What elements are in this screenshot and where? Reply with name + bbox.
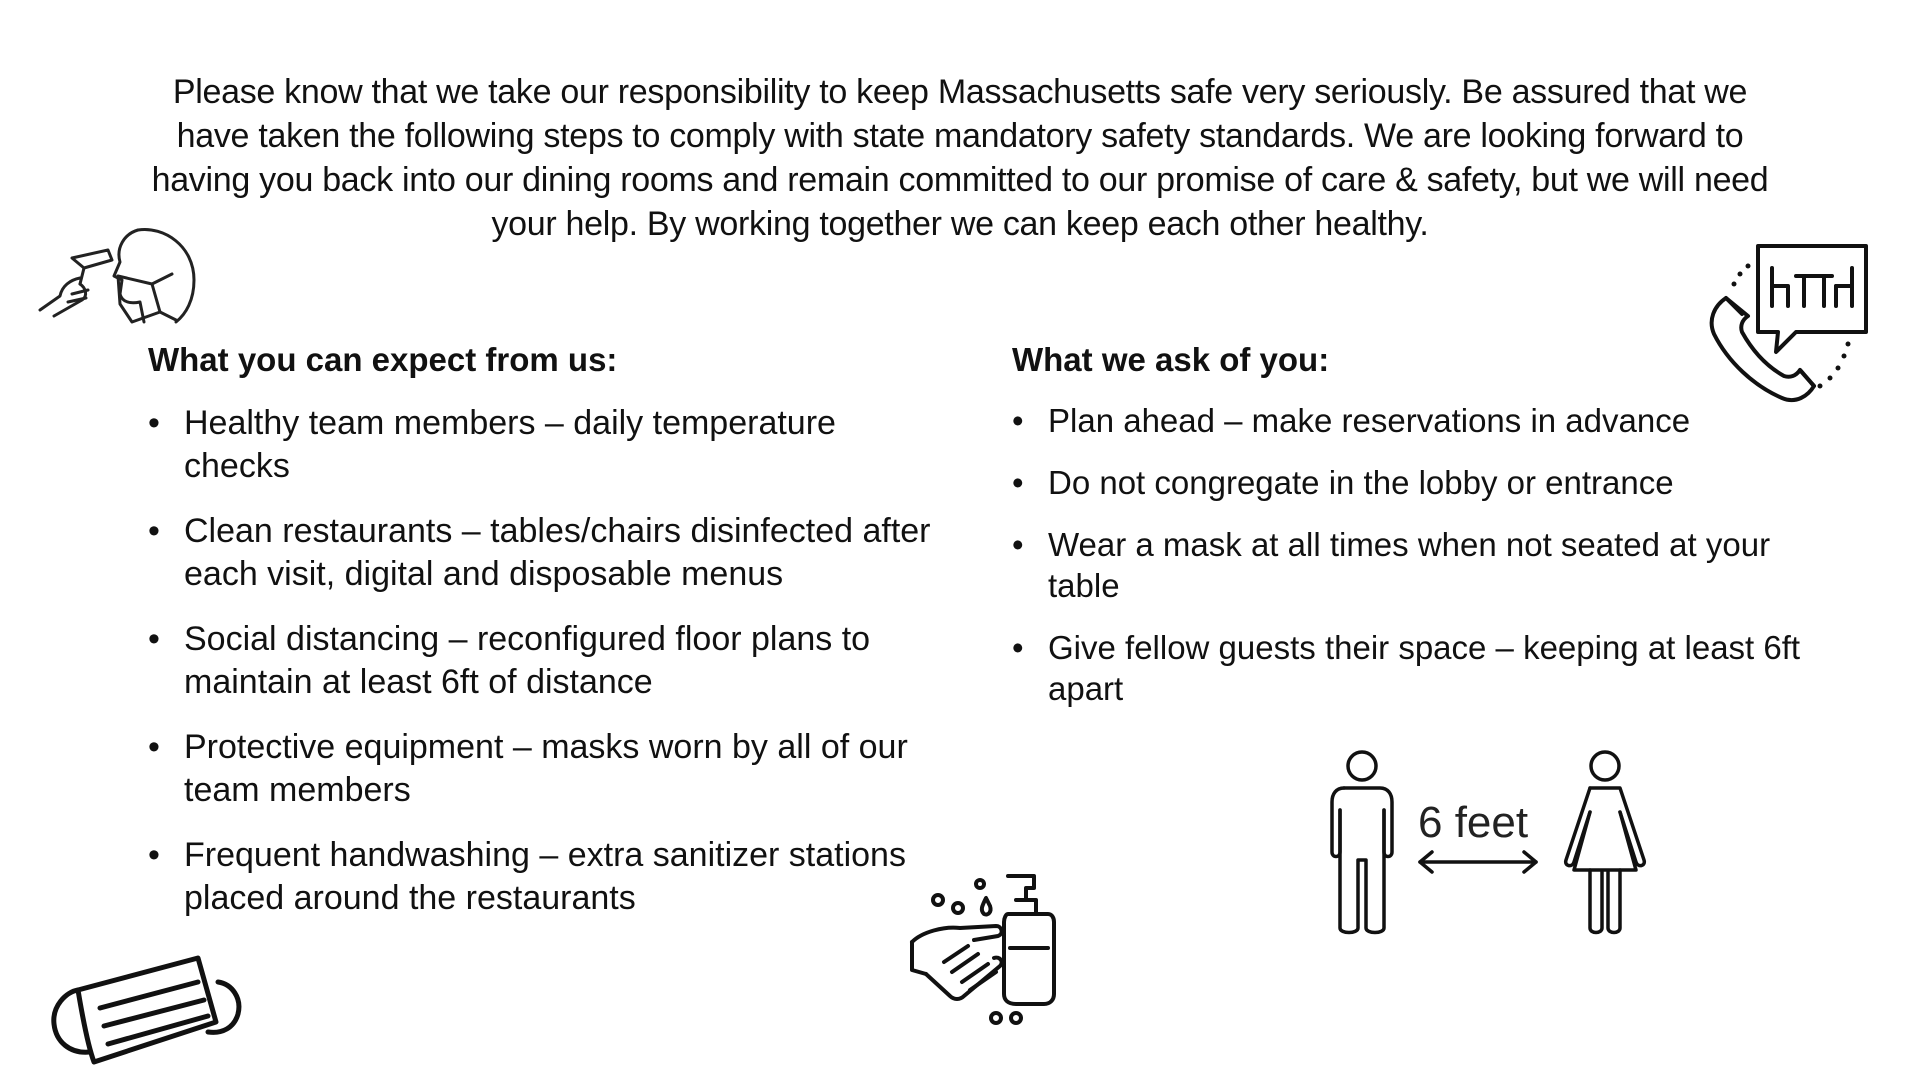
distance-label: 6 feet xyxy=(1418,798,1529,847)
ask-of-you-heading: What we ask of you: xyxy=(1012,341,1330,378)
list-item: • Give fellow guests their space – keeping at least 6ft apart xyxy=(1012,627,1812,709)
list-item: • Protective equipment – masks worn by all of our team members xyxy=(148,726,948,812)
list-item: • Frequent handwashing – extra sanitizer stations placed around the restaurants xyxy=(148,834,948,920)
double-arrow-icon xyxy=(1414,850,1542,874)
hand-sanitizer-icon xyxy=(904,870,1064,1030)
man-icon xyxy=(1322,748,1402,938)
expect-from-us-heading: What you can expect from us: xyxy=(148,341,618,378)
list-item: • Do not congregate in the lobby or entrance xyxy=(1012,462,1812,503)
temperature-check-icon xyxy=(36,218,206,348)
face-mask-icon xyxy=(48,952,248,1076)
list-item: • Healthy team members – daily temperature checks xyxy=(148,402,948,488)
woman-icon xyxy=(1562,748,1648,938)
list-item: • Social distancing – reconfigured floor plans to maintain at least 6ft of distance xyxy=(148,618,948,704)
list-item: • Clean restaurants – tables/chairs disinfected after each visit, digital and disposable menus xyxy=(148,510,948,596)
list-item: • Plan ahead – make reservations in advance xyxy=(1012,400,1812,441)
expect-from-us-section xyxy=(148,340,948,942)
ask-of-you-section xyxy=(1012,340,1812,730)
list-item: • Wear a mask at all times when not seated at your table xyxy=(1012,524,1812,606)
expect-list xyxy=(148,402,948,920)
ask-list xyxy=(1012,400,1812,709)
intro-paragraph: Please know that we take our responsibility to keep Massachusetts safe very seriously. Be assured that we have taken the following steps to comply with state mandatory safety standards. We are looking forward to having you back into our dining rooms and remain committed to our promise of care & safety, but we will need your help. By working together we can keep each other healthy. xyxy=(151,73,1769,243)
